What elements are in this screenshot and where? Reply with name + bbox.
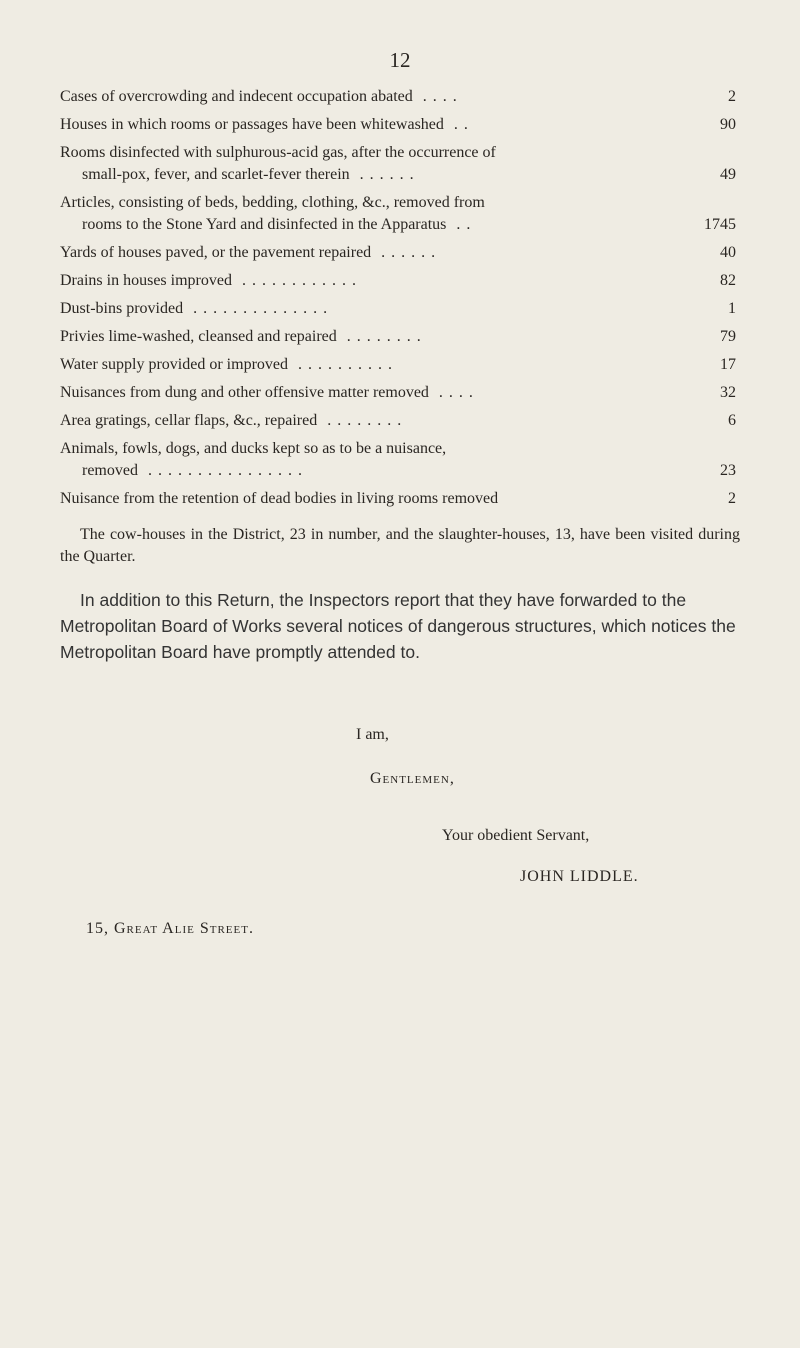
leader-dots: . . . . [438, 384, 474, 401]
table-row [60, 192, 740, 236]
row-label [60, 382, 740, 404]
leader-dots: . . . . . . . . [327, 412, 403, 429]
row-label [60, 114, 740, 136]
table-row [60, 114, 740, 136]
row-value: 2 [728, 88, 736, 105]
table-row [60, 488, 740, 510]
table-row [60, 242, 740, 264]
address: 15, Great Alie Street. [86, 920, 254, 937]
table-row [60, 142, 740, 186]
leader-dots: . . . . . . [359, 166, 415, 183]
row-label [60, 164, 740, 186]
returns-table [60, 86, 740, 516]
row-label-text: Water supply provided or improved [60, 356, 288, 373]
row-value: 17 [720, 356, 736, 373]
leader-dots: . . . . . . . . . . [298, 356, 393, 373]
table-row [60, 86, 740, 108]
leader-dots: . . . . . . . . [346, 328, 422, 345]
row-value: 40 [720, 244, 736, 261]
leader-dots: . . . . [422, 88, 458, 105]
row-label [60, 214, 740, 236]
page-number: 12 [389, 48, 411, 72]
row-label [60, 298, 740, 320]
row-label-text: Drains in houses improved [60, 272, 232, 289]
leader-dots: . . . . . . . . . . . . . . [193, 300, 329, 317]
leader-dots: . . . . . . . . . . . . . . . . [147, 462, 303, 479]
leader-dots: . . . . . . [381, 244, 437, 261]
row-label: Nuisance from the retention of dead bodies in living rooms removed [60, 490, 499, 507]
row-label [60, 86, 740, 108]
table-row [60, 354, 740, 376]
addition-paragraph: In addition to this Return, the Inspectors report that they have forwarded to the Metropolitan Board of Works several notices of dangerous structures, which notices the Metropolitan Board have promptly attended to. [60, 590, 736, 662]
row-label [60, 242, 740, 264]
table-row [60, 382, 740, 404]
row-value: 82 [720, 272, 736, 289]
signatory-name: JOHN LIDDLE. [520, 868, 639, 885]
table-row [60, 298, 740, 320]
row-value: 49 [720, 166, 736, 183]
row-value: 23 [720, 462, 736, 479]
leader-dots: . . [453, 116, 469, 133]
row-label [60, 460, 740, 482]
leader-dots: . . [456, 216, 472, 233]
row-label-text: Cases of overcrowding and indecent occupation abated [60, 88, 413, 105]
row-label-text: Dust-bins provided [60, 300, 184, 317]
row-value: 2 [728, 490, 736, 507]
row-label [60, 410, 740, 432]
table-row [60, 326, 740, 348]
row-label: Animals, fowls, dogs, and ducks kept so as to be a nuisance, [60, 440, 447, 457]
row-label: Rooms disinfected with sulphurous-acid gas, after the occurrence of [60, 144, 496, 161]
row-value: 6 [728, 412, 736, 429]
closing-salutation: Gentlemen, [370, 770, 455, 787]
row-label-text: Yards of houses paved, or the pavement repaired [60, 244, 372, 261]
row-label [60, 270, 740, 292]
row-label-text: Houses in which rooms or passages have been whitewashed [60, 116, 444, 133]
row-label-text: rooms to the Stone Yard and disinfected in the Apparatus [82, 216, 447, 233]
row-label [60, 326, 740, 348]
table-row [60, 410, 740, 432]
row-label-text: Nuisances from dung and other offensive matter removed [60, 384, 429, 401]
closing-i-am: I am, [356, 726, 389, 743]
row-value: 1 [728, 300, 736, 317]
closing-servant: Your obedient Servant, [442, 827, 590, 844]
row-label-text: Privies lime-washed, cleansed and repaired [60, 328, 337, 345]
row-value: 1745 [704, 216, 736, 233]
leader-dots: . . . . . . . . . . . . [241, 272, 357, 289]
row-label-text: Area gratings, cellar flaps, &c., repaired [60, 412, 318, 429]
table-row [60, 438, 740, 482]
cowhouses-paragraph: The cow-houses in the District, 23 in number, and the slaughter-houses, 13, have been visited during the Quarter. [60, 526, 740, 565]
row-label-text: small-pox, fever, and scarlet-fever therein [82, 166, 350, 183]
row-value: 32 [720, 384, 736, 401]
row-label-text: removed [82, 462, 138, 479]
table-row [60, 270, 740, 292]
row-label: Articles, consisting of beds, bedding, clothing, &c., removed from [60, 194, 485, 211]
row-value: 79 [720, 328, 736, 345]
row-value: 90 [720, 116, 736, 133]
row-label [60, 354, 740, 376]
